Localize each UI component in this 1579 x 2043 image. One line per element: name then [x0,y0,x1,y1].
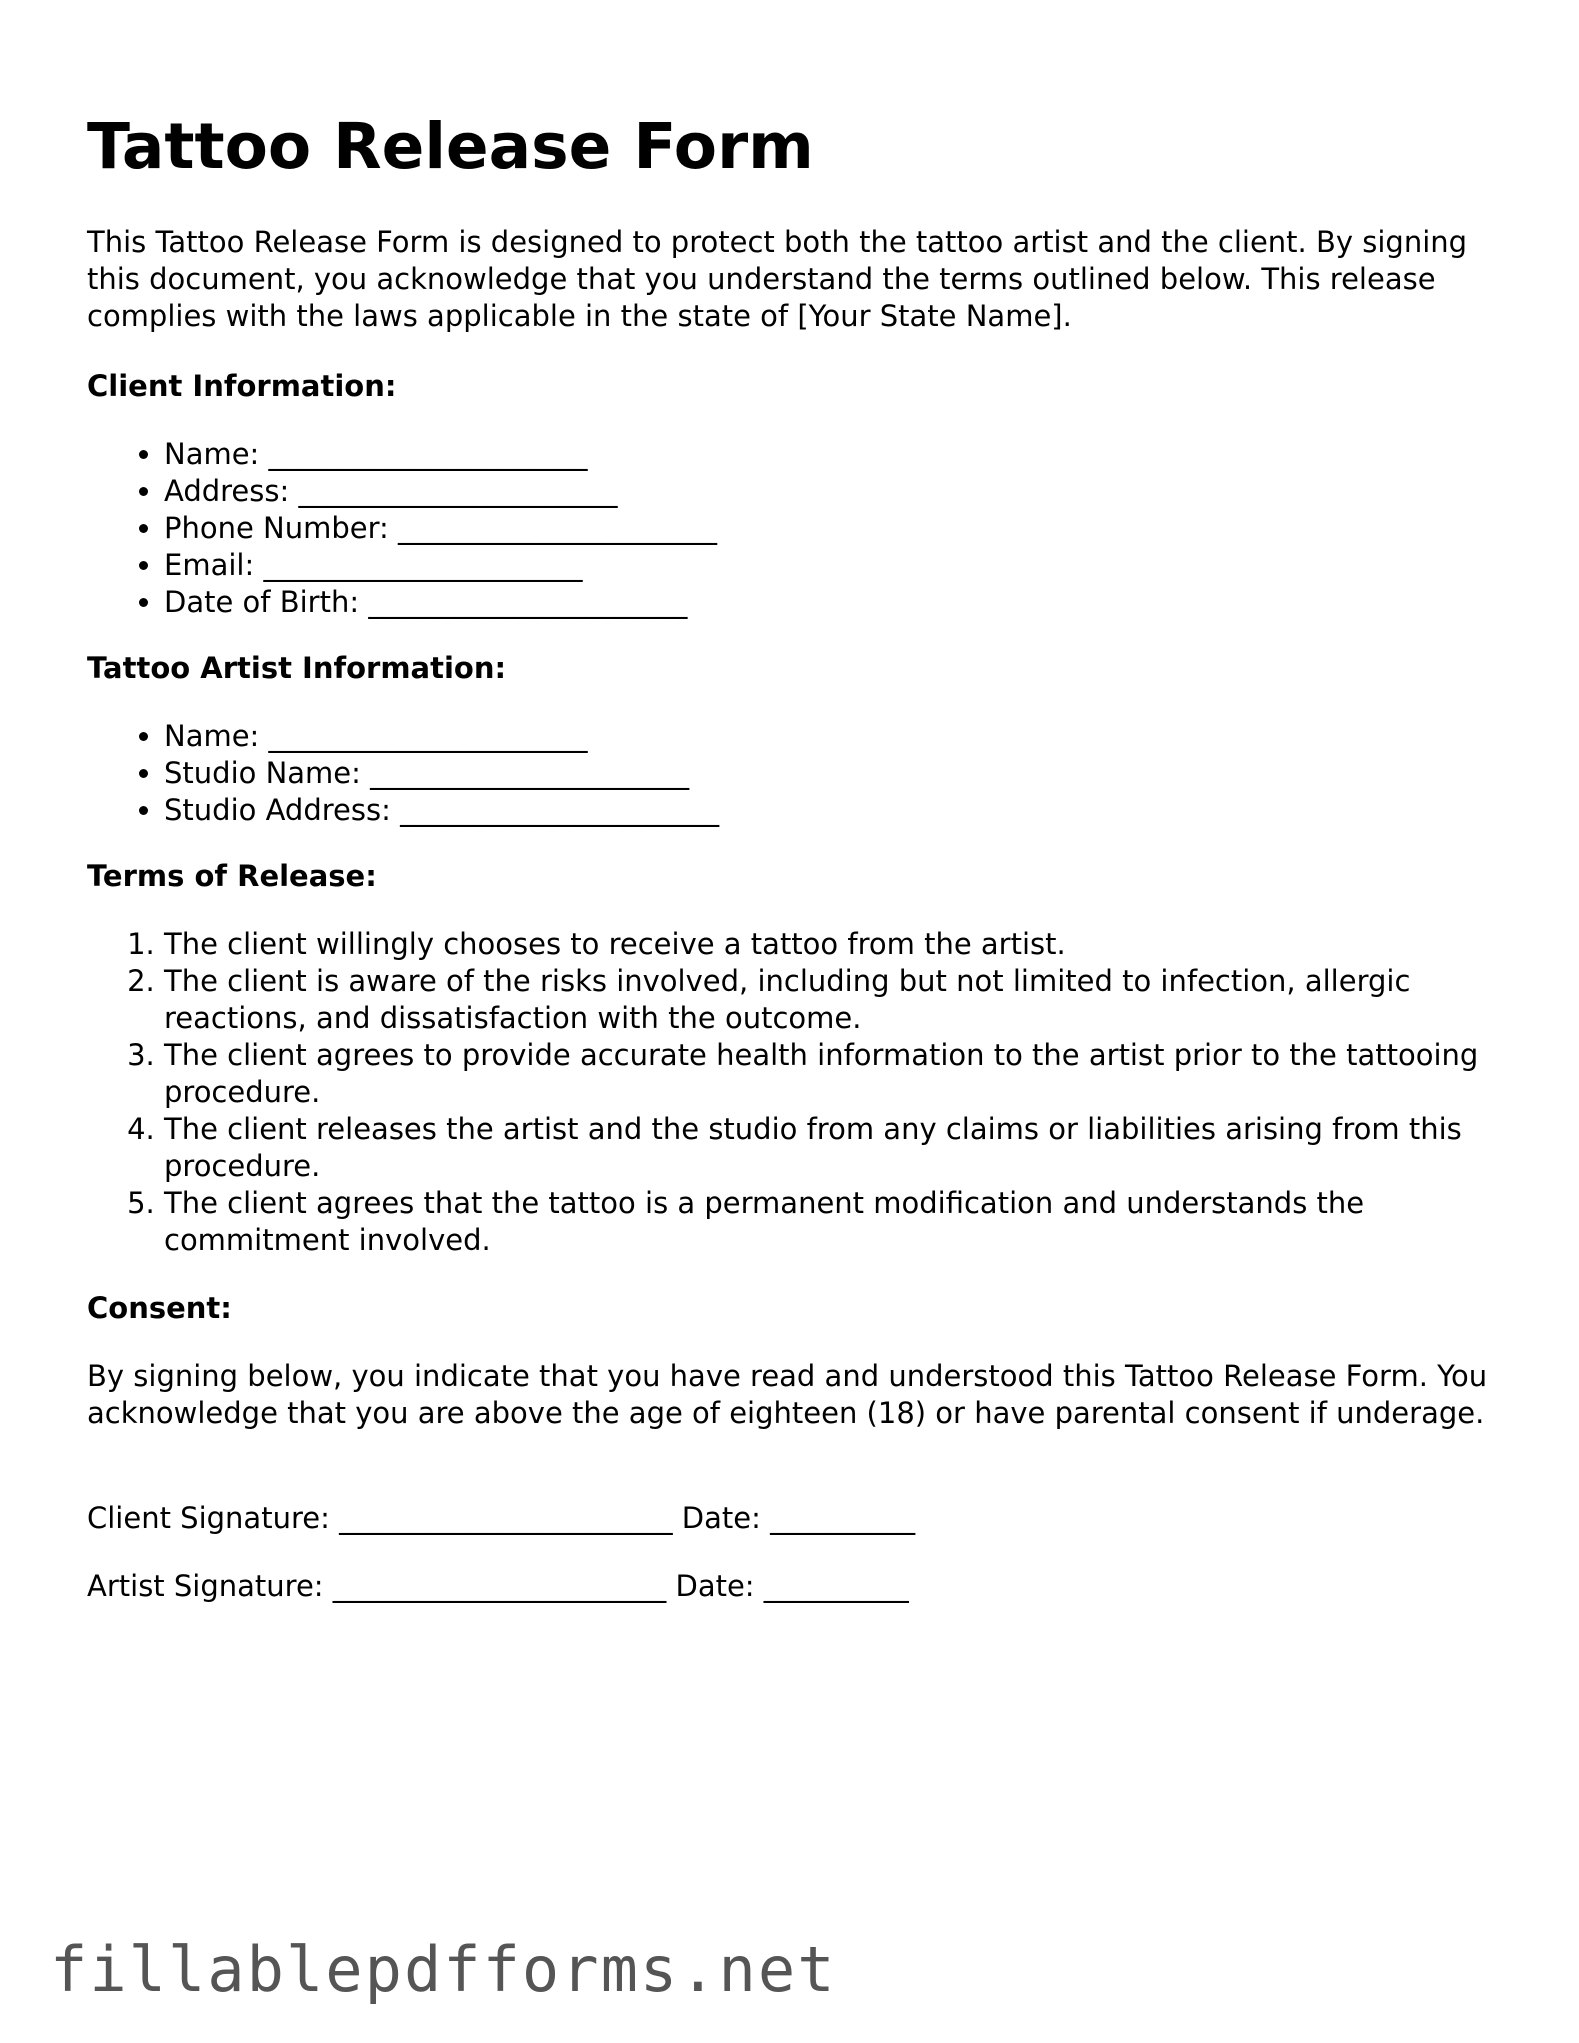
client-info-heading: Client Information: [87,369,397,403]
consent-heading: Consent: [87,1291,232,1325]
client-signature-line: Client Signature: _______________________ Date: __________ [87,1501,916,1535]
watermark: fillablepdfforms.net [50,1933,837,2006]
term-item: 5. The client agrees that the tattoo is a permanent modification and understands the commitment involved. [164,1185,1507,1259]
consent-paragraph: By signing below, you indicate that you have read and understood this Tattoo Release Form. You acknowledge that you are above the age of eighteen (18) or have parental consent if underage. [87,1359,1488,1430]
studio-address-field: • Studio Address: ______________________ [164,792,1507,829]
page-title: Tattoo Release Form [87,110,814,183]
artist-info-list [87,718,1507,829]
client-address-field: • Address: ______________________ [164,473,1507,510]
term-item: 4. The client releases the artist and the studio from any claims or liabilities arising from this procedure. [164,1111,1507,1185]
terms-heading: Terms of Release: [87,859,377,893]
client-name-field: • Name: ______________________ [164,436,1507,473]
studio-name-field: • Studio Name: ______________________ [164,755,1507,792]
client-info-list [87,436,1507,621]
terms-list [87,926,1507,1259]
intro-paragraph: This Tattoo Release Form is designed to protect both the tattoo artist and the client. By signing this document, you acknowledge that you understand the terms outlined below. This release complies with the laws applicable in the state of [Your State Name]. [87,225,1468,333]
artist-signature-line: Artist Signature: _______________________ Date: __________ [87,1569,909,1603]
artist-info-heading: Tattoo Artist Information: [87,651,507,685]
client-phone-field: • Phone Number: ______________________ [164,510,1507,547]
term-item: 1. The client willingly chooses to receive a tattoo from the artist. [164,926,1507,963]
client-dob-field: • Date of Birth: ______________________ [164,584,1507,621]
term-item: 2. The client is aware of the risks involved, including but not limited to infection, allergic reactions, and dissatisfaction with the outcome. [164,963,1507,1037]
client-email-field: • Email: ______________________ [164,547,1507,584]
term-item: 3. The client agrees to provide accurate health information to the artist prior to the tattooing procedure. [164,1037,1507,1111]
artist-name-field: • Name: ______________________ [164,718,1507,755]
